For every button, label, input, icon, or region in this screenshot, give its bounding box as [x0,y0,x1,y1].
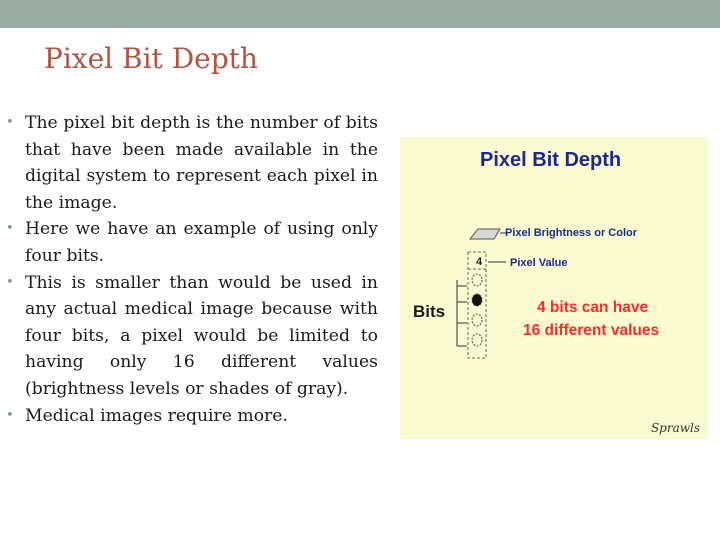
slide-title: Pixel Bit Depth [44,42,258,75]
caption-line-1: 4 bits can have [537,299,649,316]
bullet-item: • Here we have an example of using only four bits. [6,216,378,269]
bit-circle [472,314,482,326]
bullet-item: • Medical images require more. [6,403,378,430]
caption-line-2: 16 different values [523,322,660,339]
bit-depth-diagram [400,137,708,439]
diagram-art [400,137,708,439]
bullet-item: • This is smaller than would be used in any actual medical image because with four bits, a pixel would be limited to having only 16 different values (brightness levels or shades of gray). [6,270,378,403]
bullet-item: • The pixel bit depth is the number of bits that have been made available in the digital system to represent each pixel in the image. [6,110,378,216]
bullet-list [6,110,378,429]
author-signature: Sprawls [650,421,700,435]
top-bar [0,0,720,28]
bit-circle [472,334,482,346]
pixel-brightness-label: Pixel Brightness or Color [505,227,638,239]
pixel-shape [470,229,500,239]
diagram-title: Pixel Bit Depth [480,149,622,171]
bit-circle [472,294,482,306]
bits-label: Bits [413,302,446,321]
pixel-value-number: 4 [476,256,483,268]
bit-circle [472,274,482,286]
pixel-value-label: Pixel Value [510,257,568,269]
